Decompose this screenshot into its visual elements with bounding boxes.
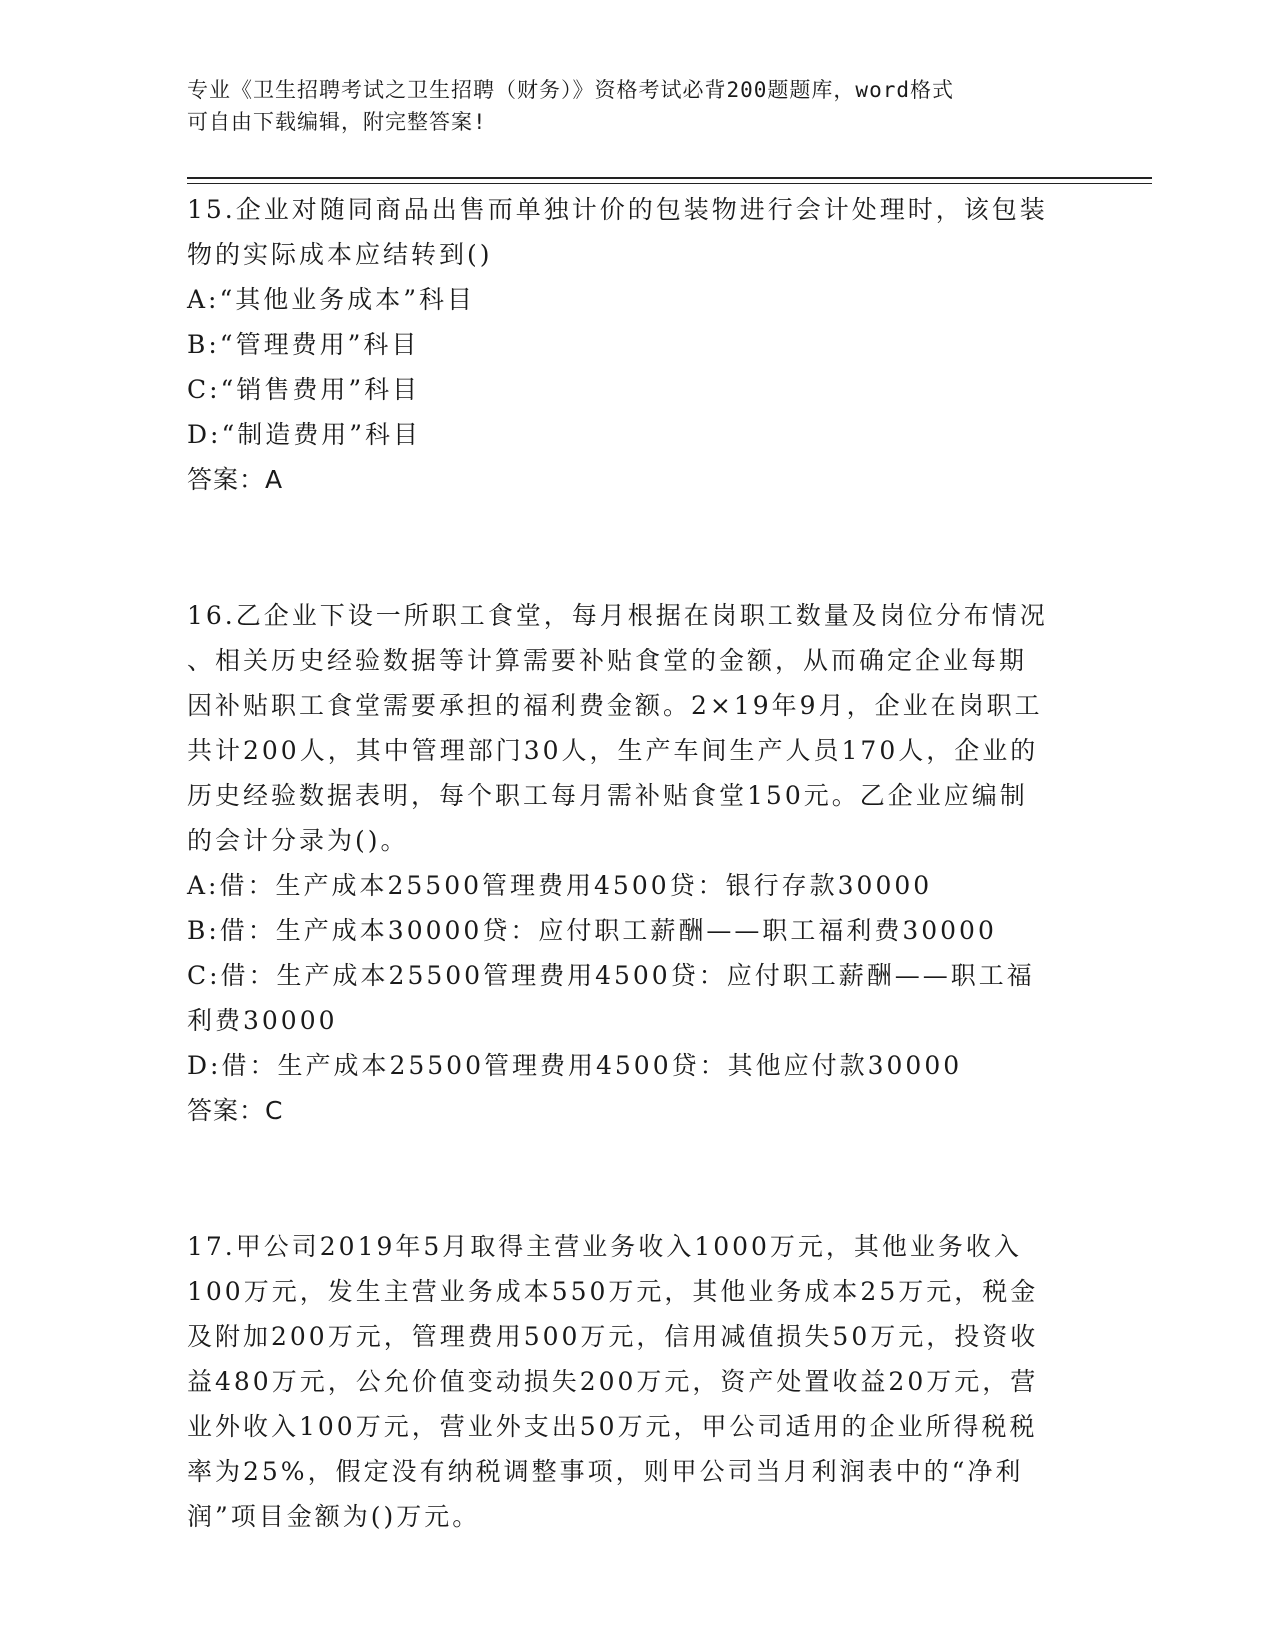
option-c: C:借：生产成本25500管理费用4500贷：应付职工薪酬——职工福: [187, 961, 1035, 990]
header-line: 专业《卫生招聘考试之卫生招聘（财务）》资格考试必背200题题库，word格式: [187, 78, 954, 102]
question-text-line: 益480万元，公允价值变动损失200万元，资产处置收益20万元，营: [187, 1367, 1039, 1396]
question-text-line: 润”项目金额为()万元。: [187, 1502, 481, 1531]
question-spacer: [187, 1133, 1087, 1224]
option-a: A:借：生产成本25500管理费用4500贷：银行存款30000: [187, 871, 933, 900]
option-c-continued: 利费30000: [187, 1006, 338, 1035]
question-text-line: 的会计分录为()。: [187, 826, 409, 855]
option-b: B:“管理费用”科目: [187, 330, 420, 359]
question-text-line: 共计200人，其中管理部门30人，生产车间生产人员170人，企业的: [187, 736, 1039, 765]
question-text-line: 业外收入100万元，营业外支出50万元，甲公司适用的企业所得税税: [187, 1412, 1038, 1441]
header-rule-thin: [187, 183, 1152, 184]
answer-line: 答案：C: [187, 1096, 284, 1125]
page-header: [187, 74, 1067, 138]
option-d: D:借：生产成本25500管理费用4500贷：其他应付款30000: [187, 1051, 963, 1080]
option-c: C:“销售费用”科目: [187, 375, 421, 404]
question-list: [187, 187, 1087, 1539]
question-text-line: 17.甲公司2019年5月取得主营业务收入1000万元，其他业务收入: [187, 1232, 1022, 1261]
answer-line: 答案：A: [187, 465, 284, 494]
question-text-line: 物的实际成本应结转到(): [187, 240, 493, 269]
question-text-line: 率为25%，假定没有纳税调整事项，则甲公司当月利润表中的“净利: [187, 1457, 1024, 1486]
option-a: A:“其他业务成本”科目: [187, 285, 476, 314]
question-text-line: 及附加200万元，管理费用500万元，信用减值损失50万元，投资收: [187, 1322, 1039, 1351]
question-text-line: 100万元，发生主营业务成本550万元，其他业务成本25万元，税金: [187, 1277, 1039, 1306]
question-text-line: 历史经验数据表明，每个职工每月需补贴食堂150元。乙企业应编制: [187, 781, 1028, 810]
question-text-line: 因补贴职工食堂需要承担的福利费金额。2×19年9月，企业在岗职工: [187, 691, 1043, 720]
question-16: [187, 593, 1087, 1133]
question-17: [187, 1224, 1087, 1539]
option-b: B:借：生产成本30000贷：应付职工薪酬——职工福利费30000: [187, 916, 997, 945]
header-line: 可自由下载编辑，附完整答案!: [187, 110, 487, 134]
option-d: D:“制造费用”科目: [187, 420, 422, 449]
question-text-line: 15.企业对随同商品出售而单独计价的包装物进行会计处理时，该包装: [187, 195, 1048, 224]
question-text-line: 、相关历史经验数据等计算需要补贴食堂的金额，从而确定企业每期: [187, 646, 1028, 675]
header-rule-thick: [187, 177, 1152, 179]
question-spacer: [187, 502, 1087, 593]
question-text-line: 16.乙企业下设一所职工食堂，每月根据在岗职工数量及岗位分布情况: [187, 601, 1048, 630]
question-15: [187, 187, 1087, 502]
